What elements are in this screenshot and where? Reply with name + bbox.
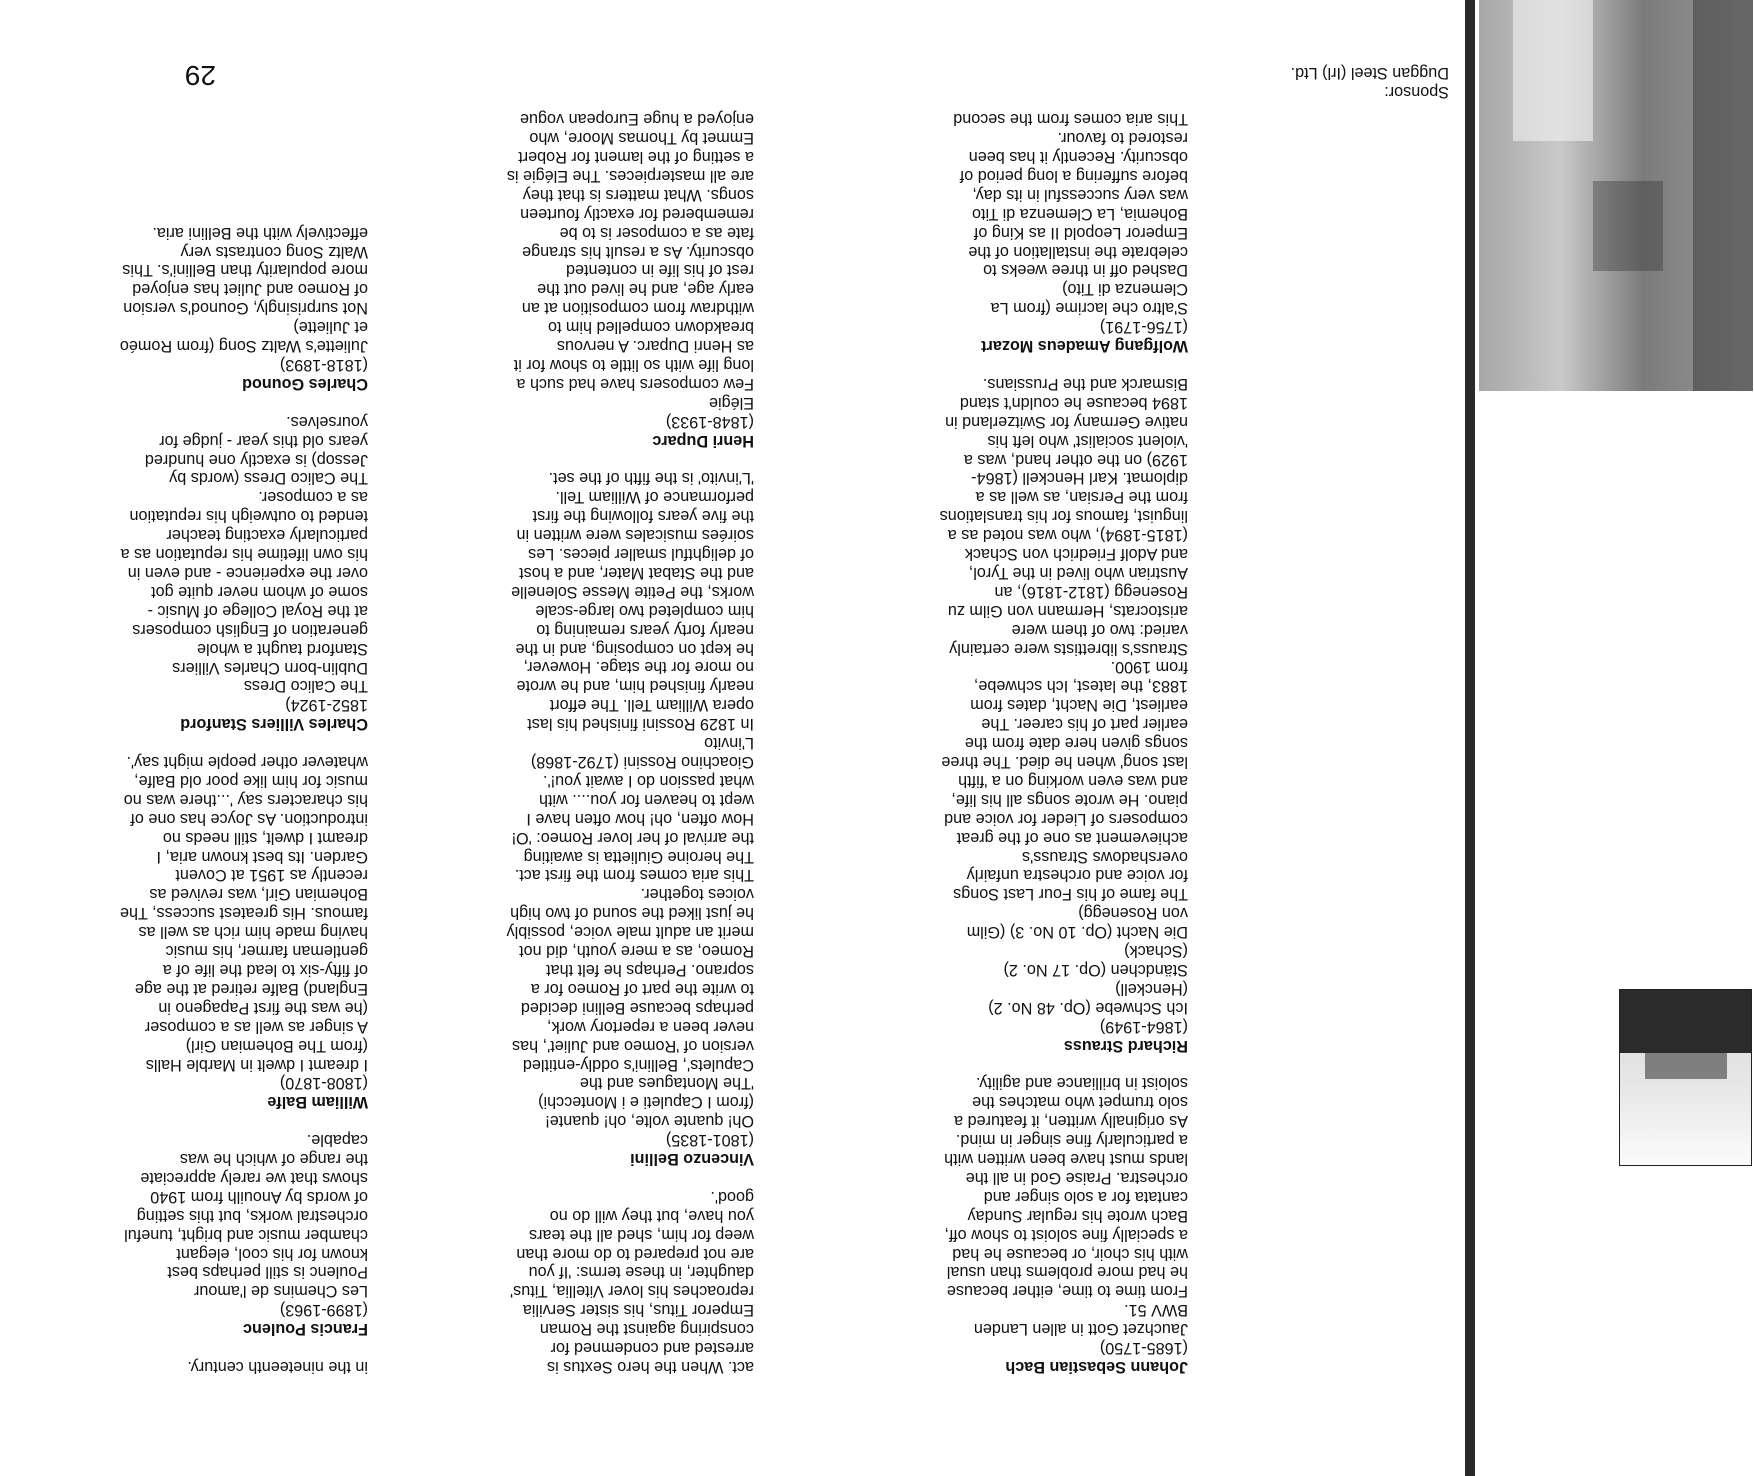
page-number: 29 bbox=[184, 60, 216, 91]
composer-heading: Charles Villiers Stanford bbox=[180, 715, 368, 734]
text-column-3 bbox=[28, 223, 368, 1376]
portrait-face-shadow bbox=[1645, 1049, 1727, 1079]
composer-heading: Francis Poulenc bbox=[242, 1320, 368, 1339]
sponsor-label: Sponsor: bbox=[1384, 83, 1449, 101]
programme-note-paragraph: in the nineteenth century. bbox=[187, 1358, 368, 1376]
composer-heading: Vincenzo Bellini bbox=[630, 1150, 754, 1169]
composer-heading: Johann Sebastian Bach bbox=[1005, 1358, 1188, 1376]
text-column-2 bbox=[414, 109, 754, 1376]
composer-heading: Charles Gounod bbox=[242, 374, 368, 393]
paragraph-spacer bbox=[848, 1055, 1188, 1074]
programme-note-paragraph: (1801-1835) Oh! quante volte, oh! quante! (from I Capuleti e i Montecchi) 'The Montagues and the Capulets', Bellini's oddly-entitled version of 'Romeo and Juliet', has never been a repertory work, perhaps because Bellini decided to write the part of Romeo for a soprano. Perhaps he felt that Romeo, as a mere youth, did not merit an adult male voice, possibly he just liked the sound of two high voices together. This aria comes from the first act. The heroine Giulietta is awaiting the arrival of her lover Romeo: 'O! How often, oh! how often have I wept to heaven for you.... with what passion do I await you!'. Gioachino Rossini (1792-1868) L'invito In 1829 Rossini finished his last opera William Tell. The effort nearly finished him, and he wrote no more for the stage. However, he kept on composing, and in the nearly forty years remaining to him completed two large-scale works, the Petite Messe Solenelle and the Stabat Mater, and a host of delightful smaller pieces. Les soirées musicales were written in the five years following the first performance of William Tell. 'L'invito' is the fifth of the set. bbox=[506, 469, 754, 1150]
sponsor-credit bbox=[1249, 63, 1449, 101]
programme-note-paragraph: (1685-1750) Jauchzet Gott in allen Landen BWV 51. From time to time, either because he had more problems than usual with his choir, or because he had a specially fine soloist to show off, Bach wrote his regular Sunday cantata for a solo singer and orchestra. Praise God in all the lands must have been written with a particularly fine singer in mind. As originally written, it featured a solo trumpet who matches the soloist in brilliance and agility. bbox=[944, 1074, 1188, 1358]
sponsor-name: Duggan Steel (Irl) Ltd. bbox=[1290, 64, 1449, 83]
portrait-shadow-left bbox=[1693, 0, 1753, 391]
programme-note-paragraph: (1899-1963) Les Chemins de l'amour Poulenc is still perhaps best known for his cool, elegant chamber music and bright, tuneful orchestral works, but this setting of words by Anouilh from 1940 shows that we rarely appreciate the range of which he was capable. bbox=[124, 1131, 368, 1320]
composer-heading: William Balfe bbox=[267, 1093, 368, 1112]
programme-note-paragraph: (1818-1893) Juliette's Waltz Song (from Roméo et Juliette) Not surprisingly, Gounod's version of Romeo and Juliet has enjoyed more popularity than Bellini's. This Waltz Song contrasts very effectively with the Bellini aria. bbox=[119, 223, 368, 375]
composer-portrait-photo bbox=[1479, 0, 1753, 391]
composer-heading: Richard Strauss bbox=[1063, 1036, 1188, 1055]
page-fold-rule bbox=[1465, 0, 1475, 1476]
paragraph-spacer bbox=[28, 393, 368, 412]
programme-note-paragraph: act. When the hero Sextus is arrested and condemned for conspiring against the Roman Emperor Titus, his sister Servilia reproaches his lover Vitellia, Titus' daughter, in these terms: 'If you are not prepared to do more than weep for him, shed all the tears you have, but they will do no good'. bbox=[510, 1187, 754, 1376]
paragraph-spacer bbox=[28, 1338, 368, 1357]
portrait-features bbox=[1593, 181, 1663, 271]
portrait-hair bbox=[1620, 990, 1751, 1053]
composer-heading: Wolfgang Amadeus Mozart bbox=[981, 337, 1188, 356]
singer-portrait-photo bbox=[1619, 989, 1752, 1166]
paragraph-spacer bbox=[28, 733, 368, 752]
portrait-highlight bbox=[1513, 0, 1593, 141]
programme-note-paragraph: 1852-1924) The Calico Dress Dublin-born Charles Villiers Stanford taught a whole generation of English composers at the Royal College of Music - some of whom never quite got over the experience - and even in his own lifetime his reputation as a particularly exacting teacher tended to outweigh his reputation as a composer. The Calico Dress (words by Jessop) is exactly one hundred years old this year - judge for yourselves. bbox=[120, 412, 368, 715]
composer-heading: Henri Duparc bbox=[652, 431, 754, 450]
paragraph-spacer bbox=[28, 1111, 368, 1130]
paragraph-spacer bbox=[414, 450, 754, 469]
text-column-1 bbox=[848, 109, 1188, 1376]
paragraph-spacer bbox=[848, 355, 1188, 374]
programme-note-paragraph: (1864-1949) Ich Schwebe (Op. 48 No. 2) (Henckell) Ständchen (Op. 17 No. 2) (Schack) Die Nacht (Op. 10 No. 3) (Gilm von Rosenegg) The fame of his Four Last Songs for voice and orchestra unfairly overshadows Strauss's achievement as one of the great composers of Lieder for voice and piano. He wrote songs all his life, and was even working on a 'fifth last song' when he died. The three songs given here date from the earlier part of his career. The earliest, Die Nacht, dates from 1883, the latest, Ich schwebe, from 1900. Strauss's librettists were certainly varied: two of them were aristocrats, Hermann von Gilm zu Rosenegg (1812-1816), an Austrian who lived in the Tyrol, and Adolf Friedrich von Schack (1815-1894), who was noted as a linguist, famous for his translations from the Persian, as well as a diplomat. Karl Henckell (1864- 1929) on the other hand, was a 'violent socialist' who left his native Germany for Switzerland in 1894 because he couldn't stand Bismarck and the Prussians. bbox=[939, 374, 1188, 1036]
programme-note-paragraph: (1756-1791) S'altro che lacrime (from La Clemenza di Tito) Dashed off in three weeks to celebrate the installation of the Emperor Leopold II as King of Bohemia, La Clemenza di Tito was very successful in its day, before suffering a long period of obscurity. Recently it has been restored to favour. This aria comes from the second bbox=[953, 110, 1188, 337]
paragraph-spacer bbox=[414, 1168, 754, 1187]
programme-note-paragraph: (1808-1870) I dreamt I dwelt in Marble Halls (from The Bohemian Girl) A singer as well as a composer (he was the first Papageno in England) Balfe retired at the age of fifty-six to lead the life of a gentleman farmer, his music having made him rich as well as famous. His greatest success, The Bohemian Girl, was revived as recently as 1951 at Covent Garden. Its best known aria, I dreamt I dwelt, still needs no introduction. As Joyce has one of his characters say '...there was no music for him like poor old Balfe, whatever other people might say'. bbox=[119, 753, 368, 1093]
programme-note-paragraph: (1848-1933) Elégie Few composers have had such a long life with so little to show for it as Henri Duparc. A nervous breakdown compelled him to withdraw from composition at an early age, and he lived out the rest of his life in contented obscurity. As a result his strange fate as a composer is to be remembered for exactly fourteen songs. What matters is that they are all masterpieces. The Elégie is a setting of the lament for Robert Emmet by Thomas Moore, who enjoyed a huge European vogue bbox=[506, 110, 754, 431]
